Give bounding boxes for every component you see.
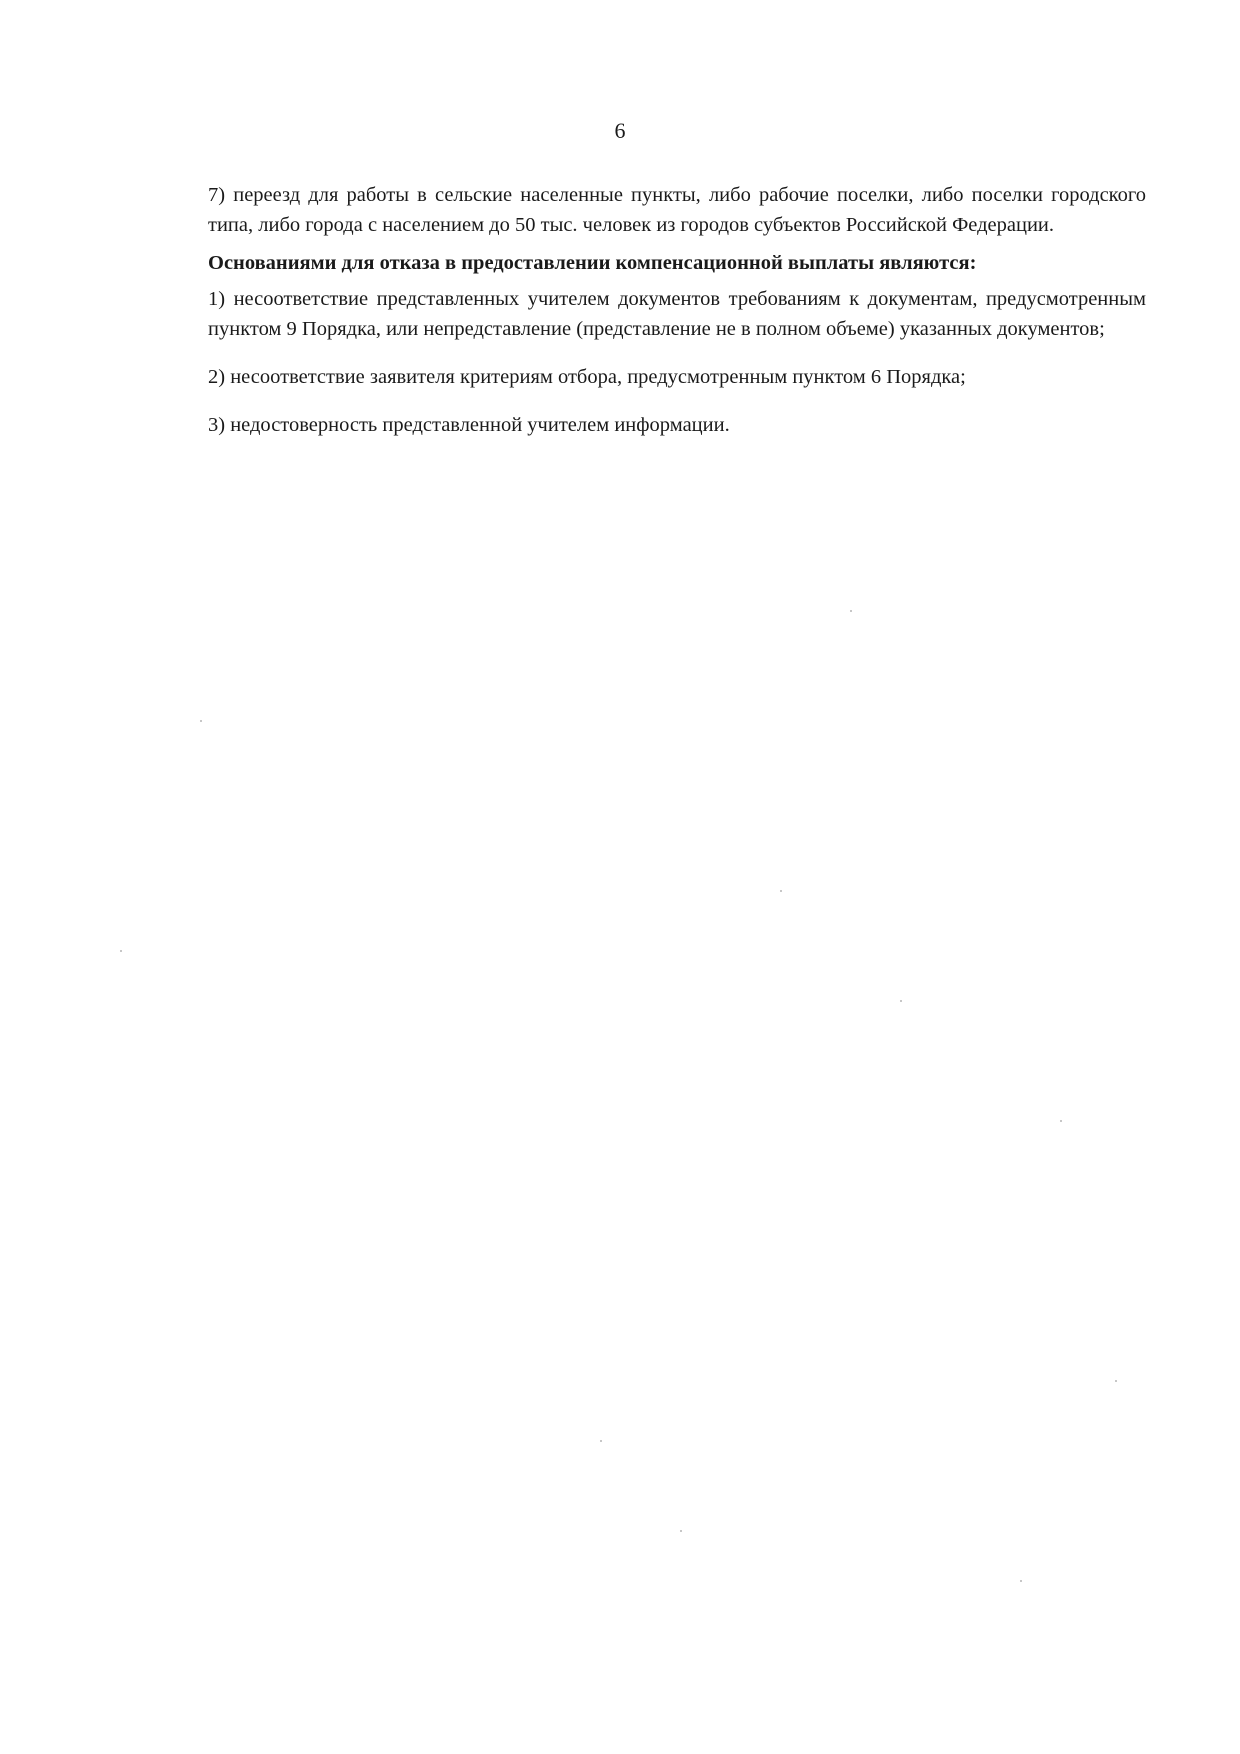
refusal-reason-3: 3) недостоверность представленной учителем информации. (208, 414, 730, 436)
paragraph-item-7: 7) переезд для работы в сельские населенные пункты, либо рабочие поселки, либо поселки городского типа, либо города с населением до 50 тыс. человек из городов субъектов Российской Федерации. (208, 184, 1146, 236)
page-number: 6 (614, 118, 626, 143)
scan-speck (1115, 1380, 1117, 1382)
refusal-reason-1: 1) несоответствие представленных учителем документов требованиям к документам, предусмотренным пунктом 9 Порядка, или непредставление (представление не в полном объеме) указанных документов; (208, 288, 1146, 340)
document-body (208, 180, 1146, 440)
refusal-reason-2: 2) несоответствие заявителя критериям отбора, предусмотренным пунктом 6 Порядка; (208, 366, 966, 388)
scan-speck (200, 720, 202, 722)
scan-speck (120, 950, 122, 952)
scan-speck (900, 1000, 902, 1002)
scan-speck (680, 1530, 682, 1532)
scan-speck (1060, 1120, 1062, 1122)
scan-speck (600, 1440, 602, 1442)
scan-speck (780, 890, 782, 892)
scan-speck (1020, 1580, 1022, 1582)
section-heading: Основаниями для отказа в предоставлении компенсационной выплаты являются: (208, 252, 977, 274)
scan-speck (850, 610, 852, 612)
